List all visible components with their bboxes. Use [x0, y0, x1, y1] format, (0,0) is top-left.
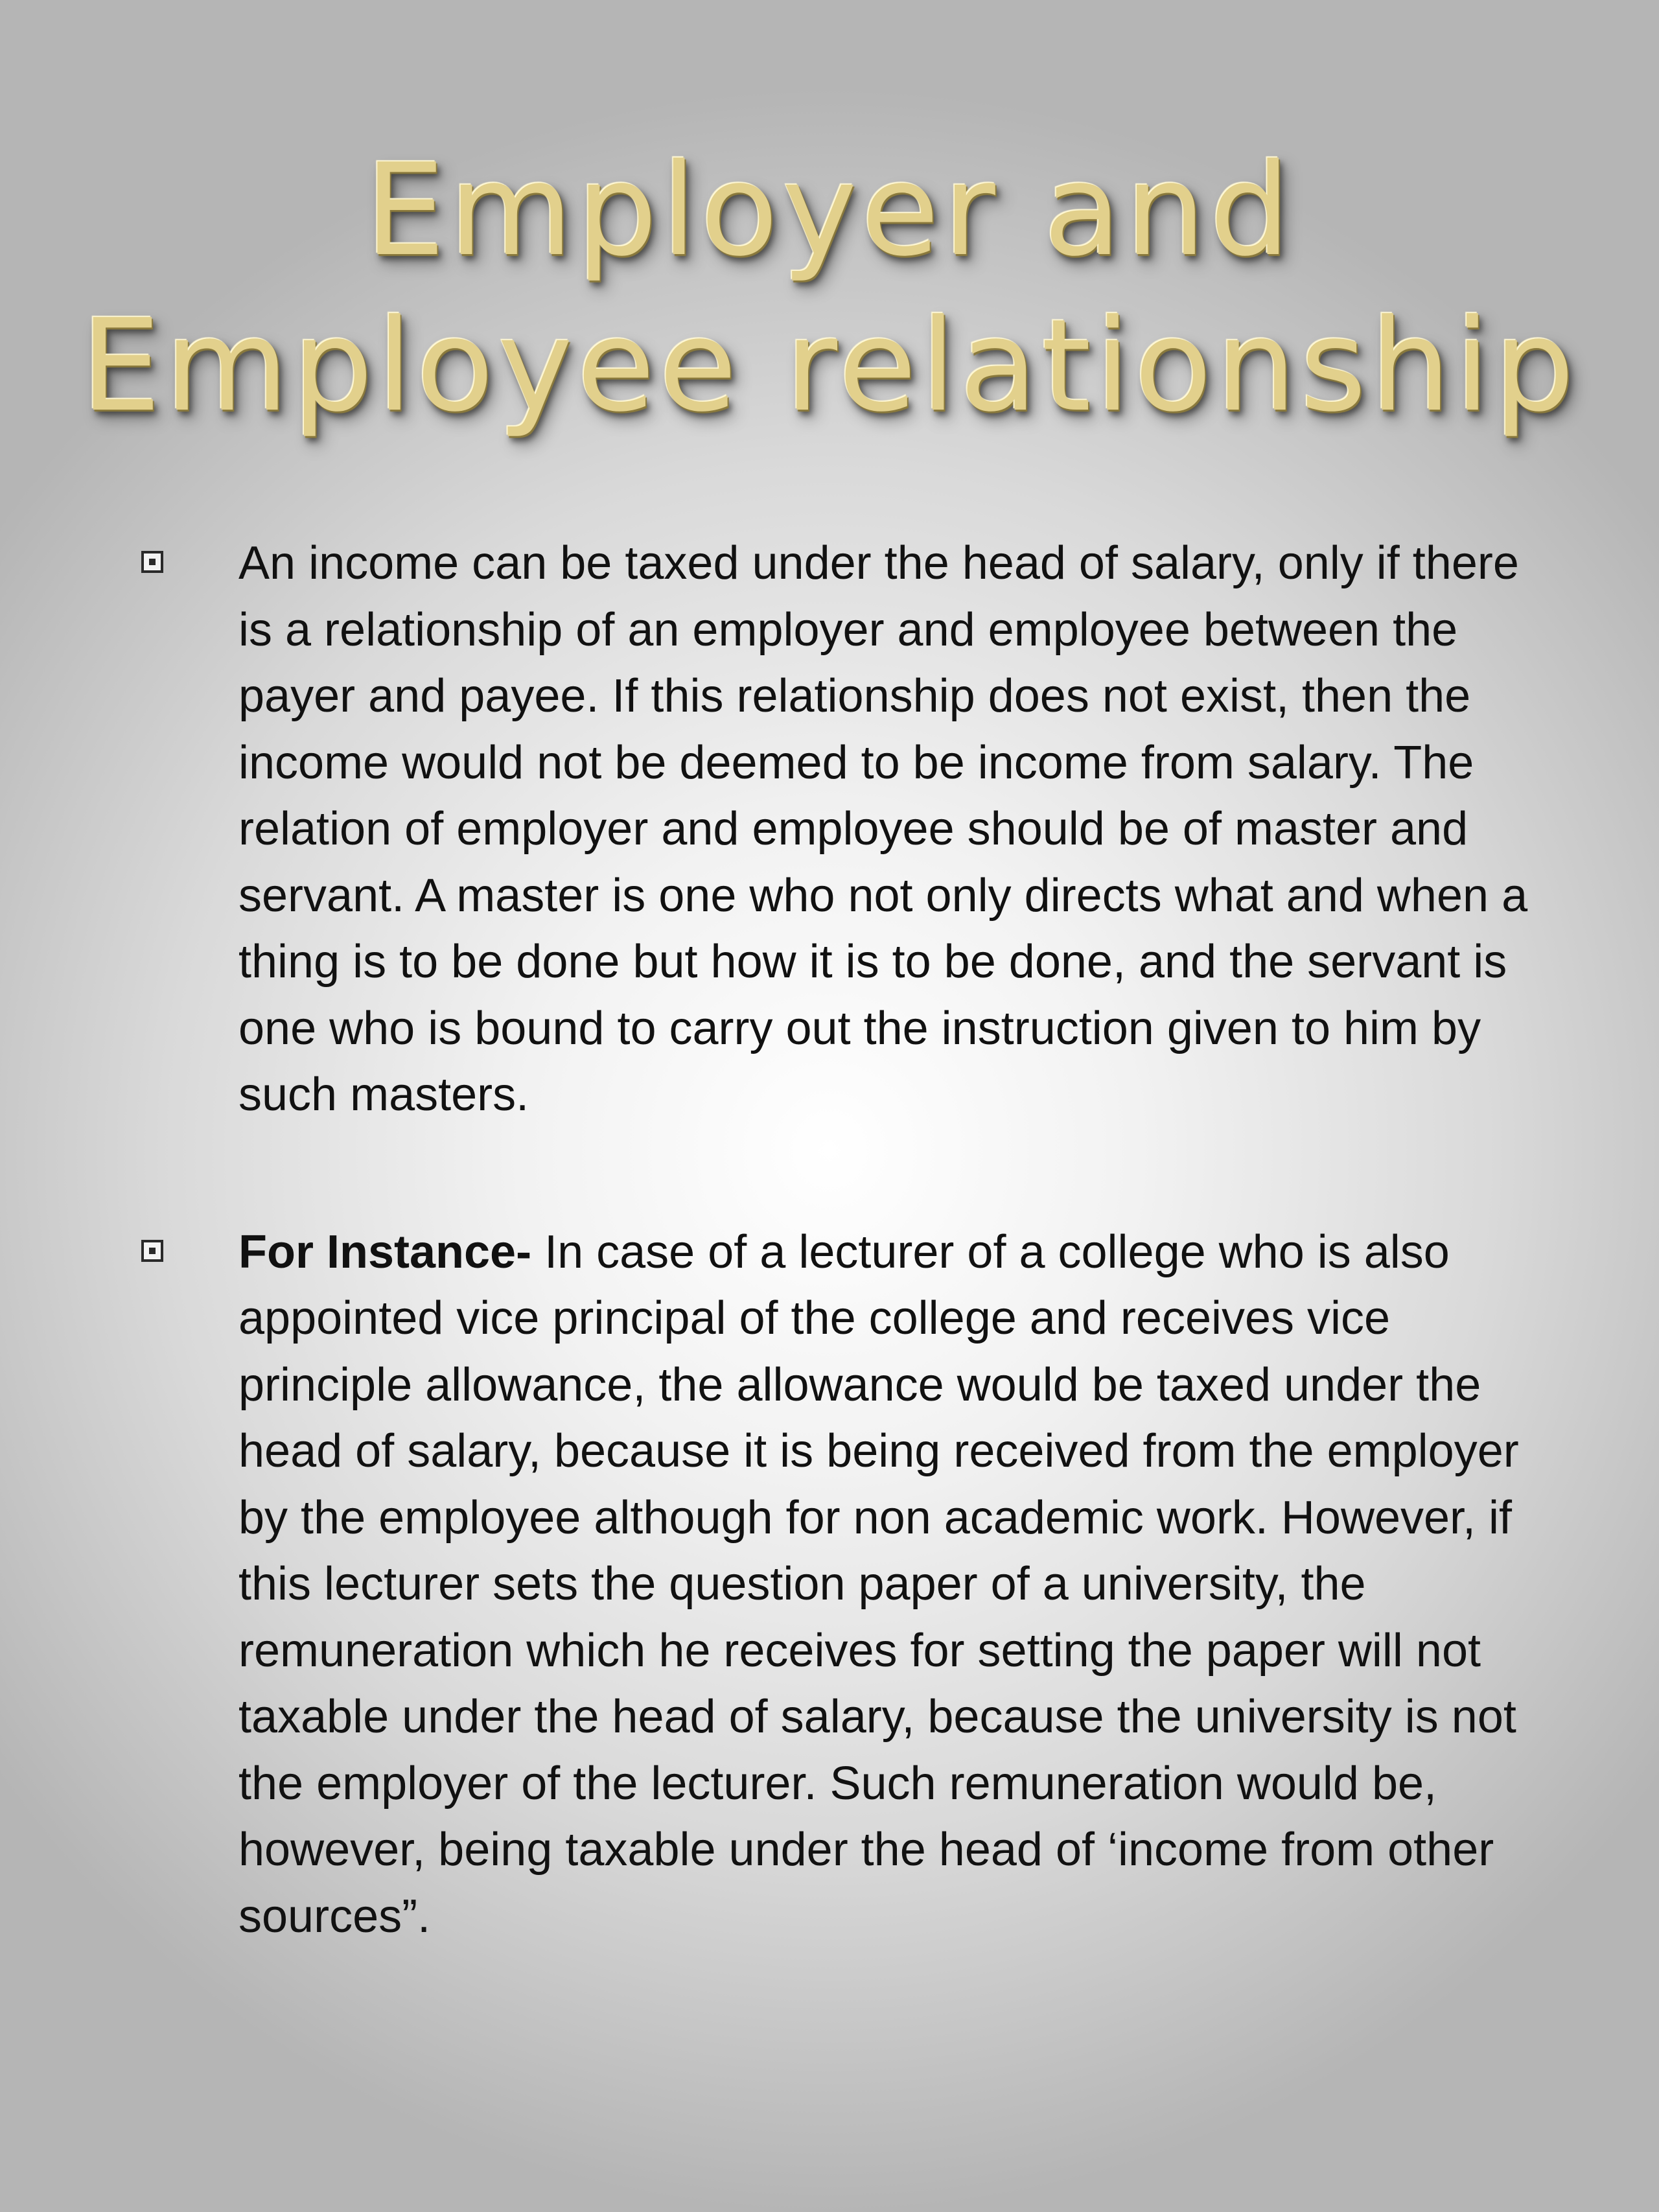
slide-title-line-2: Employee relationship	[80, 292, 1579, 440]
boxed-square-bullet-icon	[141, 1240, 163, 1262]
slide-title-line-1: Employer and	[365, 137, 1294, 285]
boxed-square-bullet-icon	[141, 551, 163, 573]
bullet-item-employer-relationship	[0, 530, 1560, 1128]
bullet-text: An income can be taxed under the head of salary, only if there is a relationship of an employer and employee between the payer and payee. If this relationship does not exist, then the income would not be deemed to be income from salary. The relation of employer and employee should be of master and servant. A master is one who not only directs what and when a thing is to be done but how it is to be done, and the servant is one who is bound to carry out the instruction given to him by such masters.	[238, 537, 1528, 1121]
bullet-text: In case of a lecturer of a college who is also appointed vice principal of the college and receives vice principle allowance, the allowance would be taxed under the head of salary, because it is being received from the employer by the employee although for non academic work. However, if this lecturer sets the question paper of a university, the remuneration which he receives for setting the paper will not taxable under the head of salary, because the university is not the employer of the lecturer. Such remuneration would be, however, being taxable under the head of ‘income from other sources”.	[238, 1226, 1519, 1942]
bullet-item-for-instance	[0, 1219, 1560, 1950]
slide-title	[0, 133, 1659, 444]
bullet-list	[0, 530, 1659, 1950]
bullet-lead-label: For Instance-	[238, 1226, 532, 1278]
